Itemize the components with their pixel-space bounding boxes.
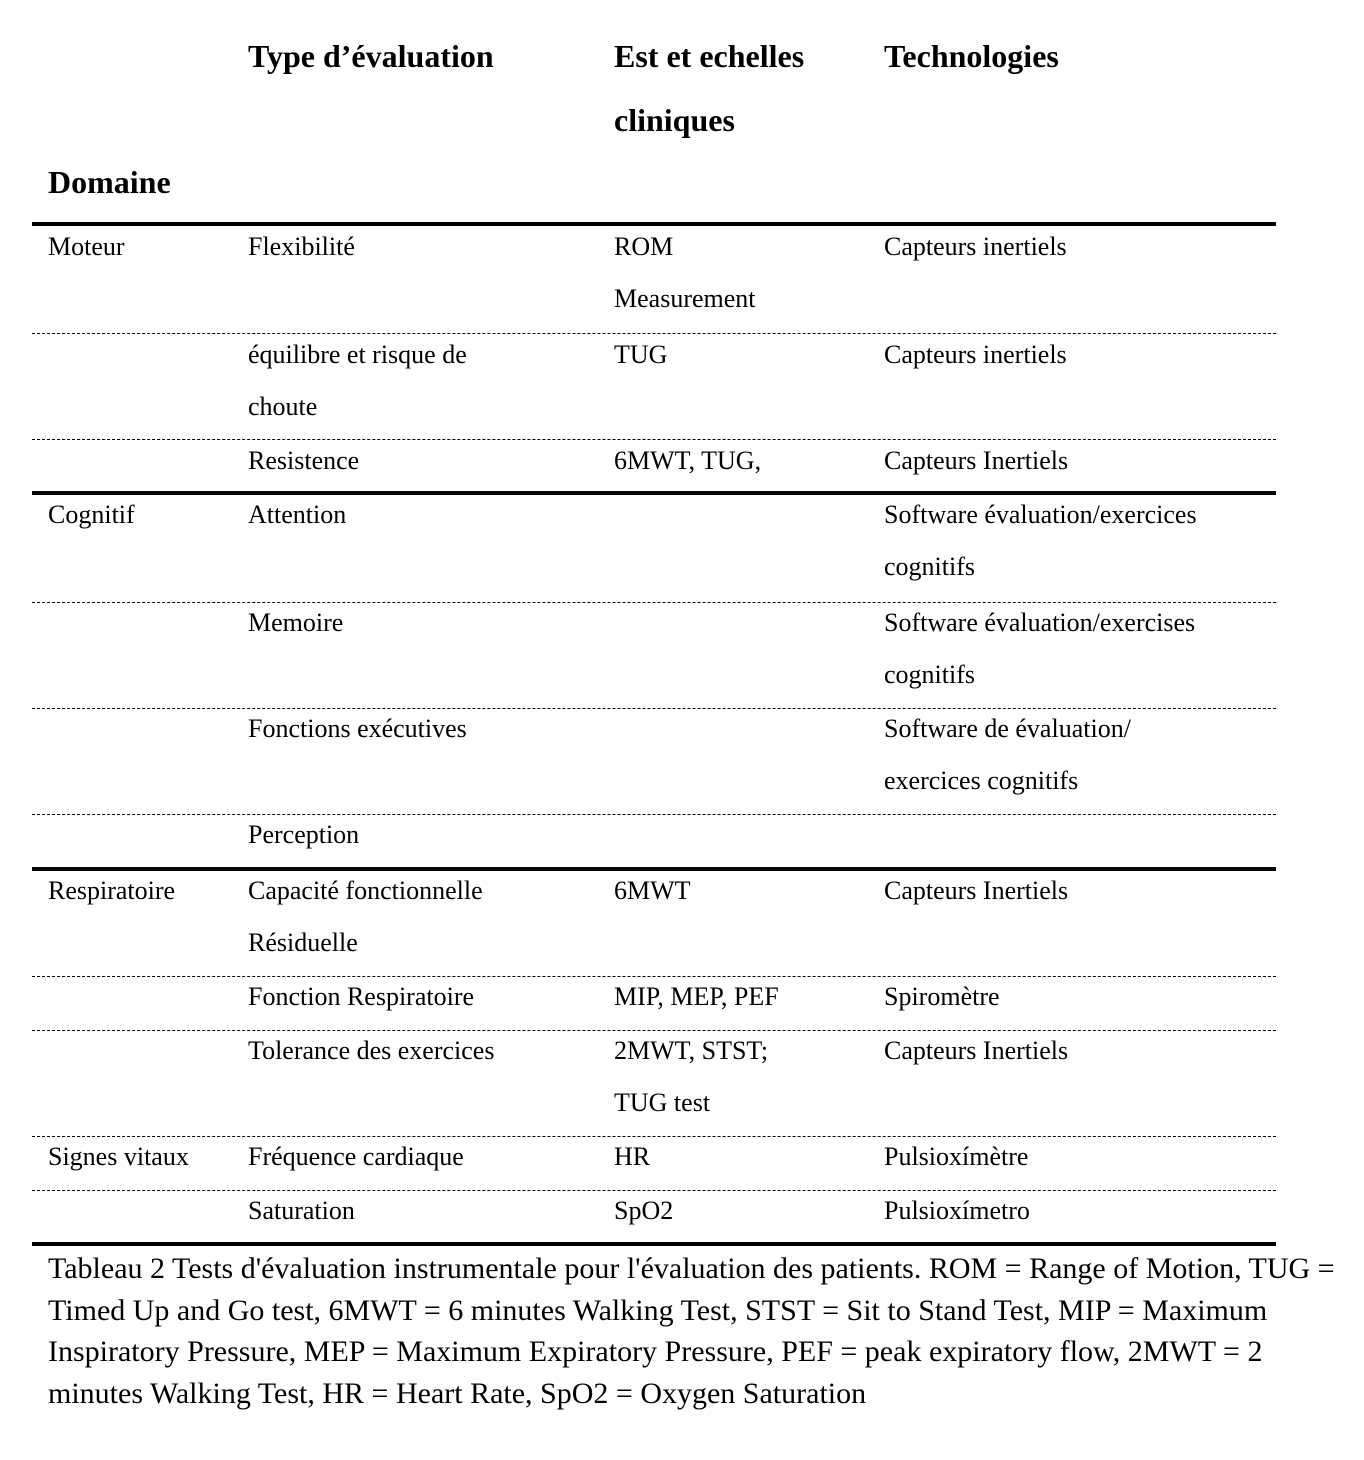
cell-type: Memoire bbox=[248, 608, 344, 637]
cell-type: Tolerance des exercices bbox=[248, 1036, 495, 1065]
cell-est: MIP, MEP, PEF bbox=[614, 982, 779, 1011]
header-domaine: Domaine bbox=[48, 164, 171, 200]
cell-est: ROM Measurement bbox=[614, 232, 756, 313]
cell-technologies: Capteurs Inertiels bbox=[884, 876, 1069, 905]
cell-technologies: Capteurs inertiels bbox=[884, 340, 1067, 369]
header-est-line1: Est et echelles bbox=[614, 38, 805, 74]
cell-est: HR bbox=[614, 1142, 651, 1171]
cell-technologies: Capteurs Inertiels bbox=[884, 446, 1069, 475]
cell-type: Flexibilité bbox=[248, 232, 355, 261]
cell-technologies: Spiromètre bbox=[884, 982, 1000, 1011]
cell-est: 6MWT, TUG, bbox=[614, 446, 762, 475]
cell-type: Attention bbox=[248, 500, 347, 529]
row-divider bbox=[32, 814, 1276, 815]
cell-type: Perception bbox=[248, 820, 360, 849]
cell-type: Capacité fonctionnelle Résiduelle bbox=[248, 876, 483, 957]
cell-technologies: Capteurs inertiels bbox=[884, 232, 1067, 261]
cell-technologies: Capteurs Inertiels bbox=[884, 1036, 1069, 1065]
cell-est: TUG bbox=[614, 340, 668, 369]
cell-type: Saturation bbox=[248, 1196, 355, 1225]
cell-domaine: Signes vitaux bbox=[48, 1142, 189, 1171]
cell-technologies: Pulsioxímètre bbox=[884, 1142, 1029, 1171]
cell-est: 2MWT, STST; TUG test bbox=[614, 1036, 769, 1117]
table-caption: Tableau 2 Tests d'évaluation instrumentale pour l'évaluation des patients. ROM = Range of Motion, TUG = Timed Up and Go test, 6MWT = 6 minutes Walking Test, STST = Sit to Stand Test, MIP = Maximum Inspiratory Pressure, MEP = Maximum Expiratory Pressure, PEF = peak expiratory flow, 2MWT = 2 minutes Walking Test, HR = Heart Rate, SpO2 = Oxygen Saturation bbox=[48, 1252, 1335, 1410]
cell-est: SpO2 bbox=[614, 1196, 674, 1225]
header-technologies: Technologies bbox=[884, 38, 1059, 74]
header-type: Type d’évaluation bbox=[248, 38, 494, 74]
cell-domaine: Cognitif bbox=[48, 500, 135, 529]
cell-type: Fréquence cardiaque bbox=[248, 1142, 464, 1171]
cell-type: Resistence bbox=[248, 446, 360, 475]
header-est-line2: cliniques bbox=[614, 102, 735, 138]
cell-type: Fonctions exécutives bbox=[248, 714, 467, 743]
cell-type: Fonction Respiratoire bbox=[248, 982, 475, 1011]
cell-technologies: Software évaluation/exercises cognitifs bbox=[884, 608, 1196, 689]
cell-technologies: Software de évaluation/ exercices cognitifs bbox=[884, 714, 1131, 795]
cell-technologies: Software évaluation/exercices cognitifs bbox=[884, 500, 1197, 581]
cell-domaine: Moteur bbox=[48, 232, 125, 261]
cell-technologies: Pulsioxímetro bbox=[884, 1196, 1030, 1225]
cell-type: équilibre et risque de choute bbox=[248, 340, 467, 421]
cell-domaine: Respiratoire bbox=[48, 876, 176, 905]
table-bottom-rule bbox=[32, 1242, 1276, 1246]
cell-est: 6MWT bbox=[614, 876, 691, 905]
